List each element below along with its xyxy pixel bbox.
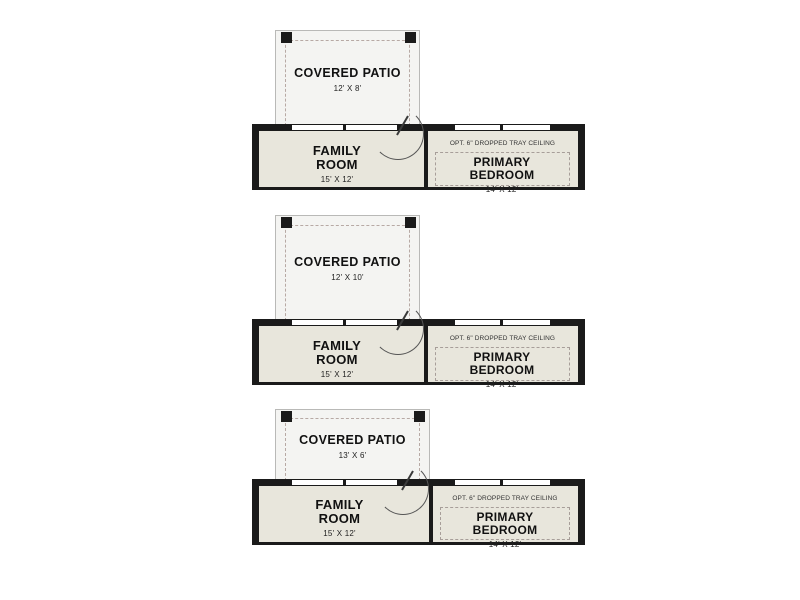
family-room-label-line2: ROOM	[316, 157, 358, 172]
primary-bedroom-label-line1: PRIMARY	[473, 350, 531, 364]
family-room-dimensions: 15' X 12'	[320, 175, 354, 184]
primary-bedroom-label	[440, 511, 570, 537]
bedroom-window-mullion	[500, 124, 503, 131]
primary-bedroom-label-line1: PRIMARY	[473, 155, 531, 169]
interior-partition-wall	[424, 131, 428, 187]
family-room-label	[262, 339, 412, 367]
patio-post-right	[405, 32, 416, 43]
patio-post-right	[405, 217, 416, 228]
patio-post-left	[281, 217, 292, 228]
family-room-label-line1: FAMILY	[312, 338, 362, 353]
tray-ceiling-note: OPT. 6" DROPPED TRAY CEILING	[449, 140, 556, 147]
patio-door-mullion	[343, 124, 346, 131]
covered-patio-title: COVERED PATIO	[294, 255, 401, 269]
primary-bedroom-label	[437, 351, 567, 377]
primary-bedroom-label-line1: PRIMARY	[476, 510, 534, 524]
covered-patio-dimensions: 13' X 6'	[338, 451, 367, 460]
primary-bedroom-dimensions: 14' X 12'	[485, 185, 519, 194]
patio-door-mullion	[343, 319, 346, 326]
patio-door-mullion	[343, 479, 346, 486]
patio-post-left	[281, 411, 292, 422]
family-room-label-line2: ROOM	[316, 352, 358, 367]
family-room-label-line2: ROOM	[318, 511, 361, 526]
interior-partition-wall	[429, 486, 433, 542]
family-room-dimensions: 15' X 12'	[323, 529, 356, 538]
covered-patio-title: COVERED PATIO	[294, 66, 401, 80]
floor-plan-option-2	[0, 190, 800, 390]
interior-partition-wall	[424, 326, 428, 382]
patio-post-left	[281, 32, 292, 43]
floor-plan-option-1	[0, 0, 800, 200]
patio-post-right	[414, 411, 425, 422]
primary-bedroom-dimensions: 14' X 12'	[488, 540, 522, 549]
covered-patio-dimensions: 12' X 8'	[333, 84, 362, 93]
primary-bedroom-label	[437, 156, 567, 182]
primary-bedroom-label-line2: BEDROOM	[469, 363, 535, 377]
bedroom-window-mullion	[500, 479, 503, 486]
covered-patio-title: COVERED PATIO	[299, 433, 406, 447]
primary-bedroom-label-line2: BEDROOM	[472, 523, 538, 537]
floor-plan-option-3	[0, 385, 800, 585]
tray-ceiling-note: OPT. 6" DROPPED TRAY CEILING	[452, 495, 558, 502]
family-room-label-line1: FAMILY	[312, 143, 362, 158]
primary-bedroom-label-line2: BEDROOM	[469, 168, 535, 182]
primary-bedroom-dimensions: 14' X 12'	[485, 380, 519, 389]
family-room-dimensions: 15' X 12'	[320, 370, 354, 379]
covered-patio-dimensions: 12' X 10'	[331, 273, 364, 282]
bedroom-window-mullion	[500, 319, 503, 326]
tray-ceiling-note: OPT. 6" DROPPED TRAY CEILING	[449, 335, 556, 342]
family-room-label	[262, 144, 412, 172]
family-room-label	[262, 498, 417, 526]
family-room-label-line1: FAMILY	[315, 497, 364, 512]
